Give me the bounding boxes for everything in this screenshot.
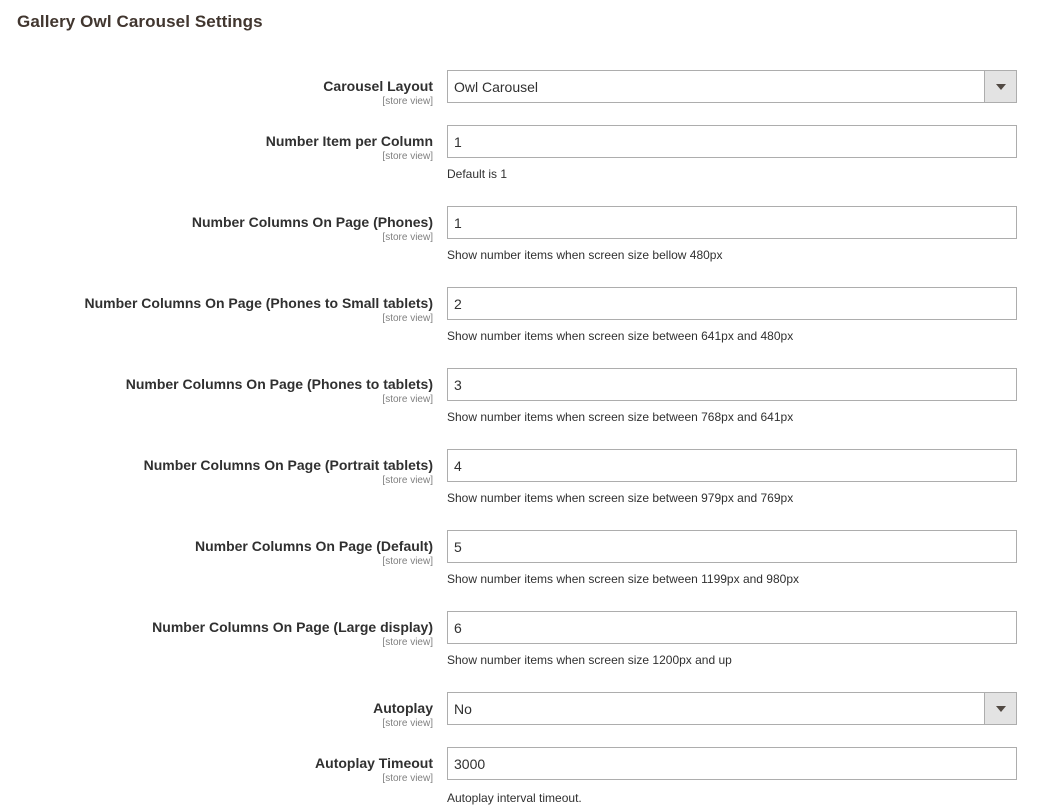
field-note: Show number items when screen size between 979px and 769px [447, 491, 794, 505]
field-note: Default is 1 [447, 167, 508, 181]
scope-label: [store view] [382, 718, 433, 729]
field-note: Show number items when screen size bellow 480px [447, 248, 723, 262]
field-label-block [152, 619, 433, 649]
autoplay-select[interactable] [447, 692, 1017, 725]
chevron-down-icon [996, 84, 1006, 90]
select-value: No [454, 701, 472, 717]
field-note: Show number items when screen size 1200px and up [447, 653, 732, 667]
columns-default-input[interactable] [447, 530, 1017, 563]
scope-label: [store view] [382, 773, 433, 784]
select-toggle[interactable] [984, 693, 1016, 724]
columns-phones-small-tablets-input[interactable] [447, 287, 1017, 320]
input-value: 3 [454, 377, 462, 393]
chevron-down-icon [996, 706, 1006, 712]
columns-portrait-tablets-input[interactable] [447, 449, 1017, 482]
field-label-block [315, 755, 433, 785]
field-label-block [144, 457, 433, 487]
field-label-block [195, 538, 433, 568]
field-label-block [323, 78, 433, 108]
autoplay-timeout-input[interactable] [447, 747, 1017, 780]
field-note: Show number items when screen size between 641px and 480px [447, 329, 794, 343]
carousel-layout-select[interactable] [447, 70, 1017, 103]
number-item-per-column-input[interactable] [447, 125, 1017, 158]
input-value: 1 [454, 134, 462, 150]
field-label-block [373, 700, 433, 730]
columns-large-display-input[interactable] [447, 611, 1017, 644]
scope-label: [store view] [382, 96, 433, 107]
field-label: Autoplay Timeout [315, 755, 433, 771]
scope-label: [store view] [382, 151, 433, 162]
field-label: Number Columns On Page (Large display) [152, 619, 433, 635]
columns-phones-tablets-input[interactable] [447, 368, 1017, 401]
input-value: 3000 [454, 756, 486, 772]
input-value: 4 [454, 458, 462, 474]
input-value: 2 [454, 296, 462, 312]
field-note: Autoplay interval timeout. [447, 791, 582, 805]
field-label: Carousel Layout [323, 78, 433, 94]
field-label: Number Item per Column [265, 133, 433, 149]
scope-label: [store view] [382, 313, 433, 324]
field-note: Show number items when screen size between 768px and 641px [447, 410, 794, 424]
input-value: 1 [454, 215, 462, 231]
field-label: Autoplay [373, 700, 433, 716]
select-value: Owl Carousel [454, 79, 539, 95]
scope-label: [store view] [382, 475, 433, 486]
field-label-block [126, 376, 433, 406]
select-toggle[interactable] [984, 71, 1016, 102]
field-note: Show number items when screen size between 1199px and 980px [447, 572, 799, 586]
scope-label: [store view] [382, 556, 433, 567]
input-value: 6 [454, 620, 462, 636]
field-label: Number Columns On Page (Phones to tablets) [125, 376, 433, 392]
field-label-block [192, 214, 433, 244]
scope-label: [store view] [382, 232, 433, 243]
section-title: Gallery Owl Carousel Settings [17, 12, 263, 31]
field-label: Number Columns On Page (Phones) [191, 214, 433, 230]
field-label-block [266, 133, 433, 163]
field-label-block [85, 295, 434, 325]
field-label: Number Columns On Page (Phones to Small tablets) [84, 295, 433, 311]
columns-phones-input[interactable] [447, 206, 1017, 239]
input-value: 5 [454, 539, 462, 555]
field-label: Number Columns On Page (Portrait tablets) [143, 457, 433, 473]
field-label: Number Columns On Page (Default) [194, 538, 433, 554]
scope-label: [store view] [382, 394, 433, 405]
scope-label: [store view] [382, 637, 433, 648]
